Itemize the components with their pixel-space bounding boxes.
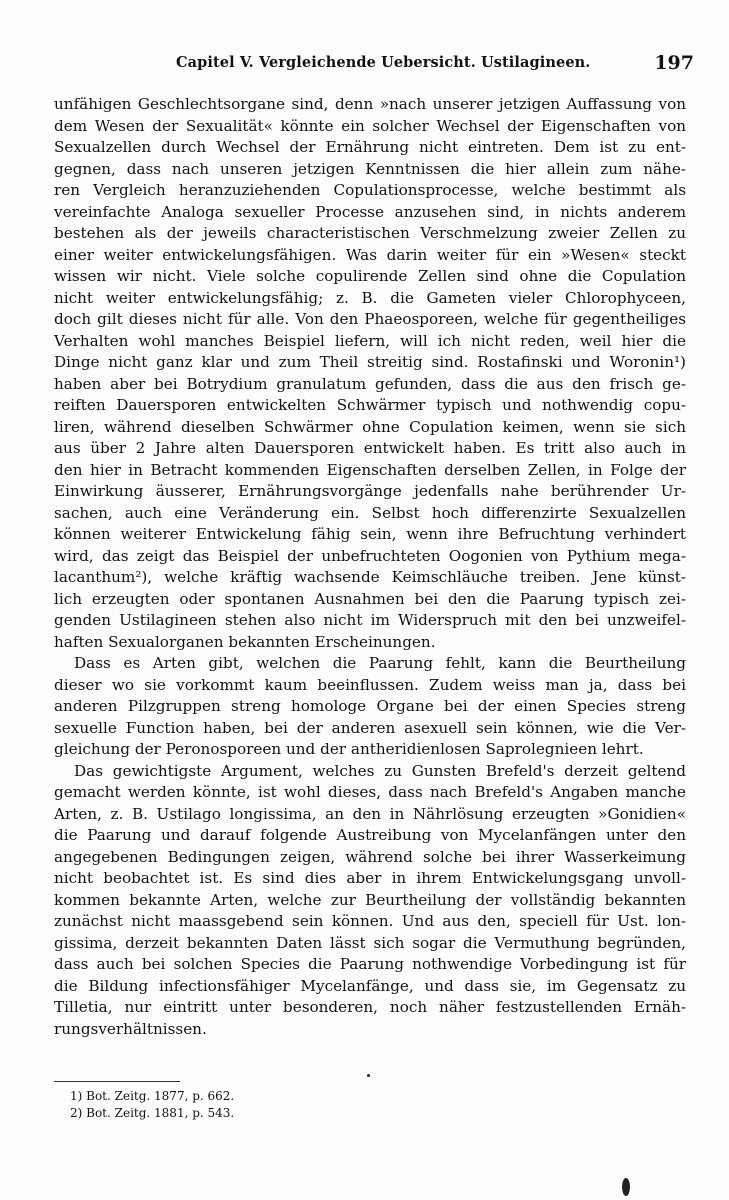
print-speck (367, 1074, 370, 1077)
footnote-rule (54, 1081, 180, 1082)
text-line: genden Ustilagineen stehen also nicht im Widerspruch mit den bei unzweifel- (54, 611, 686, 629)
text-line: doch gilt dieses nicht für alle. Von den Phaeosporeen, welche für gegentheiliges (54, 310, 686, 328)
text-line: einer weiter entwickelungsfähigen. Was darin weiter für ein »Wesen« steckt (54, 245, 686, 264)
text-line: gissima, derzeit bekannten Daten lässt sich sogar die Vermuthung begründen, (54, 933, 686, 952)
text-line: gleichung der Peronosporeen und der antheridienlosen Saprolegnieen lehrt. (54, 740, 644, 758)
text-line: nicht beobachtet ist. Es sind dies aber in ihrem Entwickelungsgang unvoll- (54, 869, 686, 887)
text-line: reiften Dauersporen entwickelten Schwärmer typisch und nothwendig copu- (54, 396, 686, 414)
text-line: unfähigen Geschlechtsorgane sind, denn »nach unserer jetzigen Auffassung von (54, 95, 686, 113)
text-line: sachen, auch eine Veränderung ein. Selbst hoch differenzirte Sexualzellen (54, 503, 686, 522)
page-header (52, 50, 694, 78)
text-line: können weiterer Entwickelung fähig sein, wenn ihre Befruchtung verhindert (54, 525, 686, 543)
text-line: Verhalten wohl manches Beispiel liefern, will ich nicht reden, weil hier die (54, 331, 686, 350)
text-line: bestehen als der jeweils characteristischen Verschmelzung zweier Zellen zu (54, 224, 686, 242)
text-line: dieser wo sie vorkommt kaum beeinflussen. Zudem weiss man ja, dass bei (54, 675, 686, 694)
text-line: angegebenen Bedingungen zeigen, während solche bei ihrer Wasserkeimung (54, 847, 686, 866)
text-line: den hier in Betracht kommenden Eigenschaften derselben Zellen, in Folge der (54, 460, 686, 479)
print-speck (622, 1178, 630, 1196)
text-line: sexuelle Function haben, bei der anderen asexuell sein können, wie die Ver- (54, 718, 686, 737)
text-line: die Paarung und darauf folgende Austreibung von Mycelanfängen unter den (54, 826, 686, 844)
text-line: wissen wir nicht. Viele solche copulirende Zellen sind ohne die Copulation (54, 267, 686, 285)
text-line: vereinfachte Analoga sexueller Processe anzusehen sind, in nichts anderem (54, 202, 686, 221)
text-line: lich erzeugten oder spontanen Ausnahmen bei den die Paarung typisch zei- (54, 589, 686, 608)
text-line: Tilletia, nur eintritt unter besonderen, noch näher festzustellenden Ernäh- (54, 998, 686, 1016)
text-line: Sexualzellen durch Wechsel der Ernährung nicht eintreten. Dem ist zu ent- (54, 138, 686, 156)
text-line: Das gewichtigste Argument, welches zu Gunsten Brefeld's derzeit geltend (74, 761, 686, 780)
text-line: lacanthum²), welche kräftig wachsende Keimschläuche treiben. Jene künst- (54, 568, 686, 586)
text-line: Dass es Arten gibt, welchen die Paarung fehlt, kann die Beurtheilung (74, 654, 686, 672)
text-line: kommen bekannte Arten, welche zur Beurtheilung der vollständig bekannten (54, 890, 686, 909)
text-line: Einwirkung äusserer, Ernährungsvorgänge jedenfalls nahe berührender Ur- (54, 482, 686, 500)
text-line: haften Sexualorganen bekannten Erscheinungen. (54, 632, 436, 651)
page-number: 197 (654, 52, 694, 74)
text-line: liren, während dieselben Schwärmer ohne Copulation keimen, wenn sie sich (54, 417, 686, 436)
text-line: dass auch bei solchen Species die Paarung nothwendige Vorbedingung ist für (54, 955, 686, 973)
text-line: dem Wesen der Sexualität« könnte ein solcher Wechsel der Eigenschaften von (54, 116, 686, 135)
running-head: Capitel V. Vergleichende Uebersicht. Ustilagineen. (176, 54, 591, 71)
text-line: gegnen, dass nach unseren jetzigen Kenntnissen die hier allein zum nähe- (54, 159, 686, 178)
body-text (54, 94, 686, 1040)
text-line: anderen Pilzgruppen streng homologe Organe bei der einen Species streng (54, 697, 686, 715)
text-line: Arten, z. B. Ustilago longissima, an den in Nährlösung erzeugten »Gonidien« (54, 804, 686, 823)
text-line: aus über 2 Jahre alten Dauersporen entwickelt haben. Es tritt also auch in (54, 439, 686, 457)
footnote-2: 2) Bot. Zeitg. 1881, p. 543. (70, 1106, 235, 1120)
text-line: gemacht werden könnte, ist wohl dieses, dass nach Brefeld's Angaben manche (54, 783, 686, 801)
text-line: nicht weiter entwickelungsfähig; z. B. die Gameten vieler Chlorophyceen, (54, 288, 686, 307)
text-line: haben aber bei Botrydium granulatum gefunden, dass die aus den frisch ge- (54, 374, 686, 393)
text-line: wird, das zeigt das Beispiel der unbefruchteten Oogonien von Pythium mega- (54, 546, 686, 565)
footnotes (70, 1088, 234, 1122)
text-line: rungsverhältnissen. (54, 1019, 207, 1038)
text-line: Dinge nicht ganz klar und zum Theil streitig sind. Rostafinski und Woronin¹) (54, 353, 686, 371)
text-line: zunächst nicht maassgebend sein können. Und aus den, speciell für Ust. lon- (54, 912, 686, 930)
text-line: ren Vergleich heranzuziehenden Copulationsprocesse, welche bestimmt als (54, 181, 686, 199)
text-line: die Bildung infectionsfähiger Mycelanfänge, und dass sie, im Gegensatz zu (54, 976, 686, 995)
footnote-1: 1) Bot. Zeitg. 1877, p. 662. (70, 1089, 235, 1103)
